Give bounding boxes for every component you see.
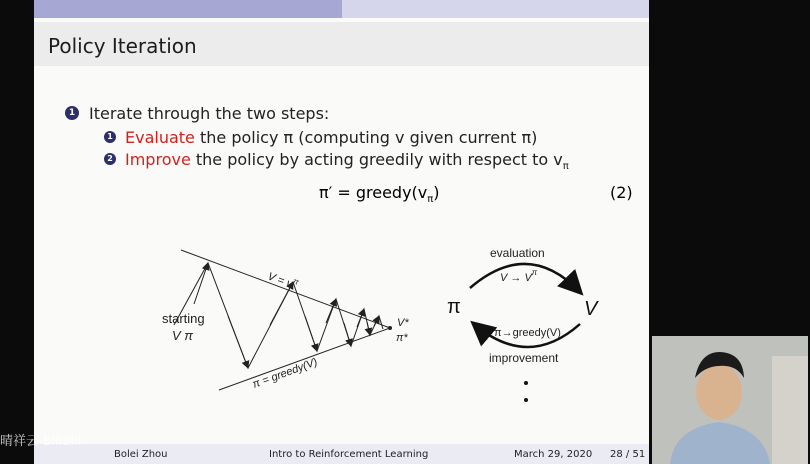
sub-bullet-2 — [104, 150, 569, 172]
footer-page: 28 / 51 — [610, 449, 646, 460]
subscript: π — [562, 161, 569, 173]
evaluate-keyword: Evaluate — [125, 128, 195, 147]
footer-course: Intro to Reinforcement Learning — [269, 449, 429, 460]
policy-iteration-diagram — [34, 220, 649, 450]
v-equals-vpi-label: $V = v^\pi$ — [265, 270, 300, 291]
equation — [319, 183, 440, 205]
evaluation-formula: $V \to V^\pi$ — [500, 268, 538, 284]
starting-label: starting — [162, 311, 205, 326]
webcam-overlay — [652, 336, 808, 464]
bullet-number-icon: 1 — [104, 131, 116, 143]
footer-date: March 29, 2020 — [514, 449, 593, 460]
pistar-label: π* — [396, 332, 408, 344]
equation-number: (2) — [610, 183, 633, 202]
pi-equals-greedy-label: π = greedy(V) — [250, 356, 320, 391]
upper-line — [181, 250, 390, 328]
bullet-item-1 — [65, 104, 329, 123]
progress-bar — [34, 0, 649, 18]
footer — [34, 444, 649, 464]
slide — [34, 0, 649, 464]
bullet-text: Iterate through the two steps: — [89, 104, 330, 123]
footer-author: Bolei Zhou — [114, 449, 168, 460]
equation-text: π′ = greedy(v — [319, 183, 428, 202]
convergence-point — [388, 326, 392, 330]
presenter-video — [652, 336, 808, 464]
equation-close: ) — [433, 183, 440, 202]
sub-bullet-text: the policy by acting greedily with respect to v — [190, 150, 563, 169]
cycle-pi-label: π — [447, 296, 461, 318]
watermark: 晴祥云 bilibili — [0, 434, 82, 449]
sub-bullet-1 — [104, 128, 537, 147]
improvement-formula: π→greedy(V) — [494, 327, 561, 339]
sub-bullet-text: the policy π (computing v given current π) — [194, 128, 538, 147]
title-bar — [34, 22, 649, 66]
starting-values: V π — [172, 328, 193, 343]
vstar-label: V* — [397, 317, 409, 329]
evaluation-label: evaluation — [490, 246, 545, 260]
improvement-label: improvement — [489, 351, 559, 365]
bullet-number-icon: 1 — [65, 106, 79, 120]
progress-fill — [34, 0, 342, 18]
cycle-v-label: V — [584, 298, 598, 320]
slide-title: Policy Iteration — [48, 34, 197, 58]
equation-subscript: π — [427, 194, 434, 206]
bullet-number-icon: 2 — [104, 153, 116, 165]
improve-keyword: Improve — [125, 150, 191, 169]
